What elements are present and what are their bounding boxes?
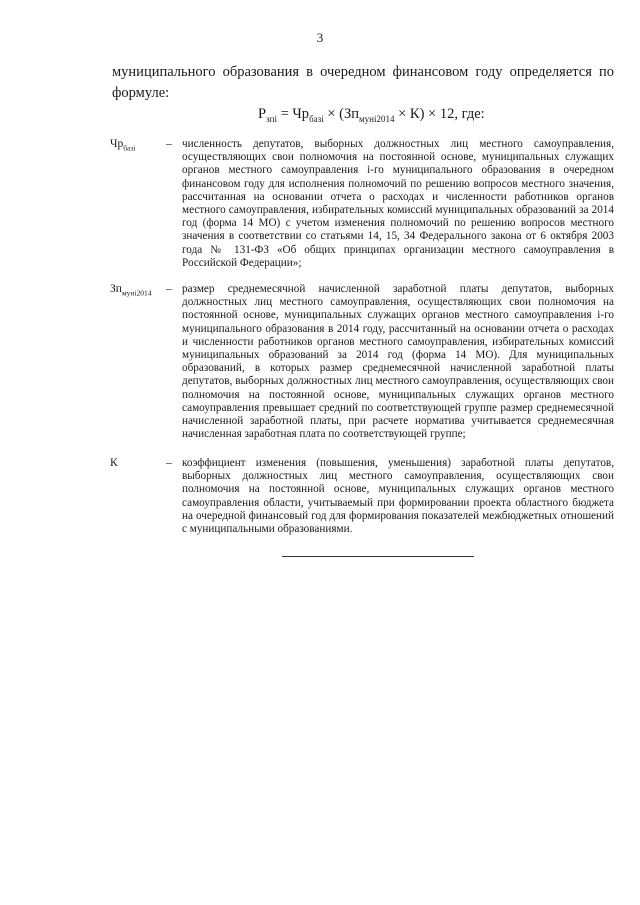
definition-term — [110, 138, 170, 152]
term-symbol: К — [110, 457, 118, 469]
term-subscript: базi — [123, 143, 136, 153]
definition-text: коэффициент изменения (повышения, уменьшения) заработной платы депутатов, выборных должностных лиц местного самоуправления, осуществляющих свои полномочия на постоянной основе, муниципальных служащих органов местного самоуправления области, учитываемый при формировании проекта областного бюджета на очередной финансовый год для формирования показателей межбюджетных отношений с муниципальными образованиями. — [182, 457, 614, 536]
definition-dash: – — [166, 283, 172, 295]
intro-paragraph: муниципального образования в очередном финансовом году определяется по формуле: — [112, 64, 614, 101]
definition-text: численность депутатов, выборных должностных лиц местного самоуправления, осуществляющих свои полномочия на постоянной основе, муниципальных служащих органов местного самоуправления i-го муниципального образования в очередном финансовом году для исполнения полномочий по решению вопросов местного значения, рассчитанная на основании отчета о расходах и численности работников органов местного самоуправления, избирательных комиссий муниципальных образований за 2014 год (форма 14 МО) с учетом изменения полномочий по решению вопросов местного значения в соответствии со статьями 14, 15, 34 Федерального закона от 6 октября 2003 года № 131-ФЗ «Об общих принципах организации местного самоуправления в Российской Федерации»; — [182, 138, 614, 269]
definition-dash: – — [166, 138, 172, 150]
definition-text: размер среднемесячной начисленной заработной платы депутатов, выборных должностных лиц местного самоуправления, осуществляющих свои полномочия на постоянной основе, муниципальных служащих органов местного самоуправления i-го муниципального образования в 2014 году, рассчитанный на основании отчета о расходах и численности работников органов местного самоуправления, избирательных комиссий муниципальных образований за 2014 год (форма 14 МО). Для муниципальных образований, в которых размер среднемесячной начисленной заработной платы депутатов, выборных должностных лиц местного самоуправления, осуществляющих свои полномочия на постоянной основе, муниципальных служащих органов местного самоуправления превышает средний по соответствующей группе размер среднемесячной начисленной заработной платы, при расчете норматива учитывается среднемесячная начисленная заработная плата по соответствующей группе; — [182, 283, 614, 441]
formula-lhs-subscript: зпi — [266, 113, 277, 124]
formula-tail: × К) × 12, где: — [394, 106, 485, 122]
page-number: 3 — [316, 30, 324, 45]
term-symbol: Чр — [110, 138, 124, 150]
formula-chr-subscript: базi — [309, 113, 324, 124]
definition-term — [110, 457, 170, 471]
term-symbol: Зп — [110, 283, 122, 295]
end-rule-divider — [282, 556, 474, 557]
formula-zp-subscript: мунi2014 — [358, 113, 395, 124]
definition-dash: – — [166, 457, 172, 469]
formula-lhs: Р — [258, 106, 267, 122]
formula — [258, 106, 485, 124]
formula-eq-chr: = Чр — [276, 106, 310, 122]
definition-term — [110, 283, 170, 297]
formula-mid: × (Зп — [323, 106, 359, 122]
term-subscript: мунi2014 — [121, 288, 152, 298]
